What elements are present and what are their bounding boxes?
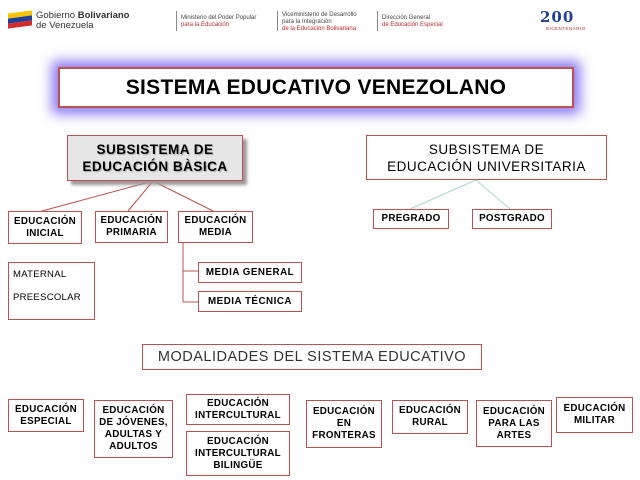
subsistema-basica-box [67, 135, 243, 181]
educacion-artes-box [476, 400, 552, 447]
box-text-line: MILITAR [573, 415, 616, 426]
ministerio-text: Ministerio del Poder Popular para la Educación [181, 15, 257, 28]
connector-basica-inicial [42, 181, 153, 211]
box-text-line: EDUCACIÓN [206, 397, 270, 409]
subsistema-basica-line1: SUBSISTEMA DE [96, 142, 214, 157]
box-text-line: EN [336, 418, 352, 429]
connector-universitaria-pregrado [410, 180, 476, 209]
box-text-line: EDUCACIÓN [13, 215, 77, 227]
modalidades-title-box [142, 344, 482, 370]
subsistema-universitaria-box [366, 135, 607, 180]
box-text-line: EDUCACIÓN [184, 215, 247, 226]
inicial-sublevels-box [8, 262, 95, 320]
connector-basica-media [153, 181, 213, 211]
subsistema-universitaria-line1: SUBSISTEMA DE [428, 141, 545, 157]
gobierno-line2: de Venezuela [36, 20, 94, 31]
educacion-intercultural-box [186, 394, 290, 425]
pregrado-label: PREGRADO [381, 213, 441, 224]
box-text-line: RURAL [412, 417, 448, 428]
educacion-primaria-box [95, 211, 168, 243]
box-text-line: PRIMARIA [106, 227, 157, 238]
box-text-line: ESPECIAL [20, 415, 72, 427]
educacion-jovenes-adultos-box [94, 400, 173, 458]
postgrado-box [472, 209, 552, 229]
connector-universitaria-postgrado [476, 180, 510, 209]
media-general-label: MEDIA GENERAL [205, 266, 295, 278]
media-general-box [198, 262, 302, 283]
educacion-intercultural-bilingue-box [186, 431, 290, 476]
preescolar-label: PREESCOLAR [13, 292, 81, 303]
box-text-line: EDUCACIÓN [102, 405, 165, 416]
educacion-rural-box [392, 400, 468, 434]
box-text-line: DE JÓVENES, [99, 417, 168, 428]
box-text-line: EDUCACIÓN [312, 406, 375, 417]
educacion-militar-box [556, 397, 633, 433]
bicentenario-logo: 200 BICENTENARIO [540, 8, 586, 31]
box-text-line: INTERCULTURAL [195, 447, 281, 459]
media-tecnica-box [198, 291, 302, 312]
educacion-media-box [178, 211, 253, 243]
pregrado-box [373, 209, 449, 229]
main-title-box [58, 67, 574, 108]
postgrado-label: POSTGRADO [479, 213, 545, 224]
box-text-line: EDUCACIÓN [100, 215, 163, 226]
box-text-line: EDUCACIÓN [398, 405, 462, 416]
box-text-line: EDUCACIÓN [14, 403, 78, 415]
viceministerio-text: Viceministerio de Desarrollo para la Integración de la Educación Bolivariana [282, 12, 357, 32]
box-text-line: ADULTAS Y [104, 429, 163, 440]
box-text-line: INTERCULTURAL [195, 409, 281, 421]
box-text-line: EDUCACIÓN [563, 403, 626, 414]
box-text-line: PARA LAS [488, 417, 540, 429]
box-text-line: ARTES [496, 429, 532, 441]
page-title: SISTEMA EDUCATIVO VENEZOLANO [125, 75, 507, 99]
educacion-fronteras-box [306, 400, 382, 448]
box-text-line: EDUCACIÓN [482, 405, 546, 417]
subsistema-universitaria-line2: EDUCACIÓN UNIVERSITARIA [387, 158, 586, 174]
box-text-line: BILINGÜE [213, 459, 263, 471]
modalidades-title: MODALIDADES DEL SISTEMA EDUCATIVO [157, 349, 467, 365]
gobierno-line1: Gobierno Bolivariano [36, 10, 130, 21]
subsistema-basica-line2: EDUCACIÓN BÀSICA [82, 159, 228, 174]
box-text-line: ADULTOS [109, 441, 158, 452]
media-tecnica-label: MEDIA TÉCNICA [208, 295, 292, 307]
maternal-label: MATERNAL [13, 269, 67, 280]
box-text-line: FRONTERAS [312, 430, 376, 441]
connector-basica-primaria [128, 181, 153, 211]
box-text-line: INICIAL [26, 227, 64, 239]
box-text-line: MEDIA [198, 227, 233, 238]
educacion-inicial-box [8, 211, 82, 244]
educacion-especial-box [8, 399, 84, 432]
direccion-text: Dirección General de Educación Especial [382, 15, 443, 28]
box-text-line: EDUCACIÓN [206, 435, 270, 447]
